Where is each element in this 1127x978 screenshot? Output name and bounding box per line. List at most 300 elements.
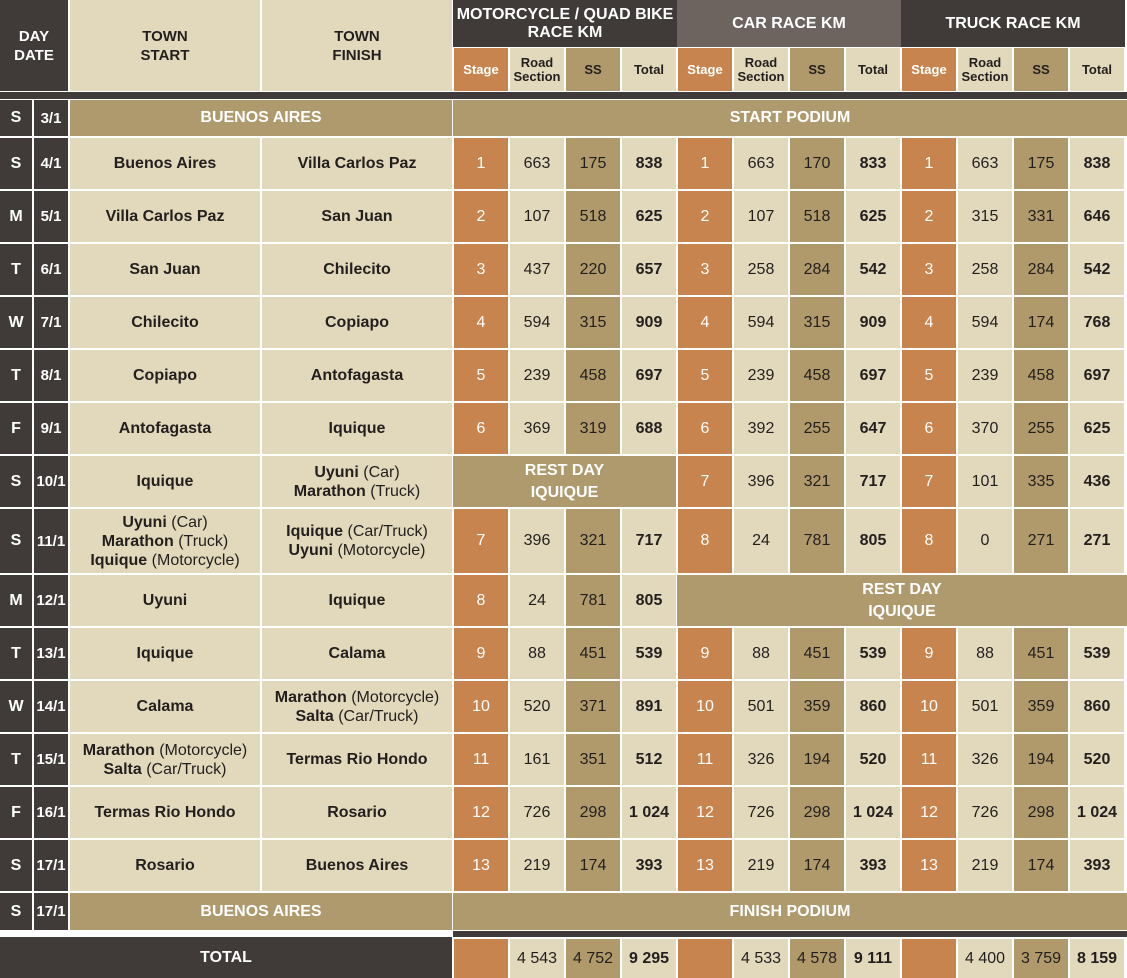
town-finish-cell bbox=[262, 575, 452, 626]
truck-stage-number: 5 bbox=[902, 350, 956, 401]
moto-total-km: 909 bbox=[622, 297, 676, 348]
date-cell: 14/1 bbox=[34, 681, 68, 732]
truck-total-km: 539 bbox=[1070, 628, 1124, 679]
town-name: Villa Carlos Paz bbox=[297, 155, 417, 172]
truck-stage-number: 2 bbox=[902, 191, 956, 242]
town-name: Buenos Aires bbox=[113, 155, 217, 172]
town-name: Antofagasta bbox=[118, 420, 212, 437]
date-cell: 9/1 bbox=[34, 403, 68, 454]
header-day-date: DAY DATE bbox=[0, 0, 68, 91]
town-name: Uyuni bbox=[288, 542, 333, 559]
town-name: Marathon bbox=[101, 532, 174, 550]
town-line bbox=[296, 707, 419, 726]
moto-stage-number: 8 bbox=[454, 575, 508, 626]
town-name: Buenos Aires bbox=[305, 857, 409, 874]
day-cell: F bbox=[0, 787, 32, 838]
moto-total-km: 539 bbox=[622, 628, 676, 679]
car-road-section-km: 594 bbox=[734, 297, 788, 348]
group-header-truck: TRUCK RACE KM bbox=[901, 0, 1125, 47]
car-total-km: 539 bbox=[846, 628, 900, 679]
town-name: Iquique bbox=[328, 592, 386, 609]
car-stage-number: 11 bbox=[678, 734, 732, 785]
town-start-cell bbox=[70, 191, 260, 242]
moto-stage-number: 4 bbox=[454, 297, 508, 348]
town-line bbox=[314, 463, 399, 482]
header-divider bbox=[0, 92, 1127, 99]
truck-ss-km: 298 bbox=[1014, 787, 1068, 838]
town-line bbox=[286, 750, 427, 769]
car-road-section-km: 326 bbox=[734, 734, 788, 785]
day-cell: S bbox=[0, 893, 32, 930]
date-cell: 6/1 bbox=[34, 244, 68, 295]
header-town-start: TOWN START bbox=[70, 0, 260, 91]
town-line bbox=[325, 313, 389, 332]
subheader-car-ss: SS bbox=[790, 48, 844, 91]
total-moto-stage bbox=[454, 939, 508, 978]
car-ss-km: 458 bbox=[790, 350, 844, 401]
date-cell: 10/1 bbox=[34, 456, 68, 507]
truck-road-section-km: 594 bbox=[958, 297, 1012, 348]
town-line bbox=[129, 260, 200, 279]
subheader-car-total: Total bbox=[846, 48, 900, 91]
moto-road-section-km: 369 bbox=[510, 403, 564, 454]
car-road-section-km: 396 bbox=[734, 456, 788, 507]
town-finish-cell bbox=[262, 628, 452, 679]
car-total-km: 717 bbox=[846, 456, 900, 507]
subheader-truck-road: Road Section bbox=[958, 48, 1012, 91]
truck-ss-km: 284 bbox=[1014, 244, 1068, 295]
town-name: Salta bbox=[103, 760, 142, 778]
truck-total-km: 860 bbox=[1070, 681, 1124, 732]
town-finish-cell bbox=[262, 138, 452, 189]
town-line bbox=[298, 154, 417, 173]
town-name: Iquique bbox=[136, 473, 194, 490]
moto-road-section-km: 107 bbox=[510, 191, 564, 242]
truck-total-km: 768 bbox=[1070, 297, 1124, 348]
subheader-moto-total: Total bbox=[622, 48, 676, 91]
truck-ss-km: 335 bbox=[1014, 456, 1068, 507]
moto-ss-km: 781 bbox=[566, 575, 620, 626]
town-name: Uyuni bbox=[314, 463, 359, 481]
moto-ss-km: 174 bbox=[566, 840, 620, 891]
date-cell: 12/1 bbox=[34, 575, 68, 626]
total-truck-ss: 3 759 bbox=[1014, 939, 1068, 978]
town-line bbox=[119, 419, 211, 438]
town-line bbox=[289, 541, 426, 560]
moto-total-km: 657 bbox=[622, 244, 676, 295]
moto-ss-km: 321 bbox=[566, 509, 620, 573]
town-name: Termas Rio Hondo bbox=[94, 804, 236, 821]
car-road-section-km: 219 bbox=[734, 840, 788, 891]
car-total-km: 520 bbox=[846, 734, 900, 785]
town-name: Iquique bbox=[136, 645, 194, 662]
truck-total-km: 646 bbox=[1070, 191, 1124, 242]
town-finish-cell bbox=[262, 191, 452, 242]
truck-stage-number: 10 bbox=[902, 681, 956, 732]
vehicle-qualifier: (Motorcycle) bbox=[351, 688, 440, 706]
town-line bbox=[275, 688, 439, 707]
subheader-truck-stage: Stage bbox=[902, 48, 956, 91]
truck-road-section-km: 501 bbox=[958, 681, 1012, 732]
town-name: Marathon bbox=[274, 688, 347, 706]
town-line bbox=[329, 419, 386, 438]
town-name: Calama bbox=[328, 645, 386, 662]
truck-total-km: 625 bbox=[1070, 403, 1124, 454]
moto-total-km: 688 bbox=[622, 403, 676, 454]
town-finish-cell bbox=[262, 456, 452, 507]
town-start-cell bbox=[70, 297, 260, 348]
car-stage-number: 6 bbox=[678, 403, 732, 454]
town-line bbox=[102, 532, 229, 551]
car-road-section-km: 239 bbox=[734, 350, 788, 401]
car-total-km: 393 bbox=[846, 840, 900, 891]
town-line bbox=[294, 482, 421, 501]
town-line bbox=[137, 644, 194, 663]
car-ss-km: 194 bbox=[790, 734, 844, 785]
car-road-section-km: 726 bbox=[734, 787, 788, 838]
car-total-km: 833 bbox=[846, 138, 900, 189]
subheader-car-road: Road Section bbox=[734, 48, 788, 91]
moto-ss-km: 298 bbox=[566, 787, 620, 838]
truck-road-section-km: 726 bbox=[958, 787, 1012, 838]
town-start-cell bbox=[70, 787, 260, 838]
town-start-cell bbox=[70, 575, 260, 626]
town-name: Uyuni bbox=[142, 592, 188, 609]
town-line bbox=[83, 741, 247, 760]
town-line bbox=[143, 591, 187, 610]
town-line bbox=[104, 760, 227, 779]
moto-road-section-km: 219 bbox=[510, 840, 564, 891]
town-name: Copiapo bbox=[133, 367, 197, 384]
day-cell: T bbox=[0, 734, 32, 785]
subheader-moto-stage: Stage bbox=[454, 48, 508, 91]
moto-road-section-km: 88 bbox=[510, 628, 564, 679]
truck-ss-km: 458 bbox=[1014, 350, 1068, 401]
car-stage-number: 2 bbox=[678, 191, 732, 242]
moto-total-km: 717 bbox=[622, 509, 676, 573]
header-town-finish: TOWN FINISH bbox=[262, 0, 452, 91]
town-name: Marathon bbox=[82, 741, 155, 759]
truck-ss-km: 331 bbox=[1014, 191, 1068, 242]
day-cell: M bbox=[0, 191, 32, 242]
truck-road-section-km: 370 bbox=[958, 403, 1012, 454]
town-name: Villa Carlos Paz bbox=[105, 208, 225, 225]
moto-ss-km: 319 bbox=[566, 403, 620, 454]
town-line bbox=[106, 207, 225, 226]
date-cell: 17/1 bbox=[34, 840, 68, 891]
day-cell: S bbox=[0, 138, 32, 189]
truck-stage-number: 6 bbox=[902, 403, 956, 454]
moto-road-section-km: 239 bbox=[510, 350, 564, 401]
town-finish-cell bbox=[262, 787, 452, 838]
moto-stage-number: 1 bbox=[454, 138, 508, 189]
car-stage-number: 12 bbox=[678, 787, 732, 838]
town-finish-cell bbox=[262, 840, 452, 891]
town-name: San Juan bbox=[321, 208, 393, 225]
truck-stage-number: 8 bbox=[902, 509, 956, 573]
race-banner: START PODIUM bbox=[453, 100, 1127, 136]
truck-total-km: 271 bbox=[1070, 509, 1124, 573]
town-line bbox=[131, 313, 199, 332]
town-start-cell bbox=[70, 628, 260, 679]
total-car-ss: 4 578 bbox=[790, 939, 844, 978]
truck-road-section-km: 219 bbox=[958, 840, 1012, 891]
truck-road-section-km: 239 bbox=[958, 350, 1012, 401]
town-finish-cell bbox=[262, 350, 452, 401]
date-cell: 17/1 bbox=[34, 893, 68, 930]
town-line bbox=[311, 366, 403, 385]
town-line bbox=[286, 522, 428, 541]
truck-ss-km: 175 bbox=[1014, 138, 1068, 189]
day-cell: S bbox=[0, 456, 32, 507]
day-cell: T bbox=[0, 244, 32, 295]
town-start-cell bbox=[70, 244, 260, 295]
town-finish-cell bbox=[262, 734, 452, 785]
day-cell: F bbox=[0, 403, 32, 454]
moto-road-section-km: 520 bbox=[510, 681, 564, 732]
town-name: Uyuni bbox=[122, 513, 167, 531]
town-finish-cell bbox=[262, 509, 452, 573]
moto-total-km: 512 bbox=[622, 734, 676, 785]
day-cell: S bbox=[0, 100, 32, 136]
total-moto-road: 4 543 bbox=[510, 939, 564, 978]
moto-road-section-km: 663 bbox=[510, 138, 564, 189]
day-cell: T bbox=[0, 350, 32, 401]
car-road-section-km: 24 bbox=[734, 509, 788, 573]
car-ss-km: 451 bbox=[790, 628, 844, 679]
town-name: Iquique bbox=[286, 523, 344, 540]
town-start-cell bbox=[70, 456, 260, 507]
truck-stage-number: 3 bbox=[902, 244, 956, 295]
town-finish-cell bbox=[262, 681, 452, 732]
car-stage-number: 7 bbox=[678, 456, 732, 507]
moto-road-section-km: 437 bbox=[510, 244, 564, 295]
moto-stage-number: 3 bbox=[454, 244, 508, 295]
car-stage-number: 8 bbox=[678, 509, 732, 573]
truck-road-section-km: 88 bbox=[958, 628, 1012, 679]
truck-total-km: 697 bbox=[1070, 350, 1124, 401]
truck-stage-number: 9 bbox=[902, 628, 956, 679]
truck-ss-km: 255 bbox=[1014, 403, 1068, 454]
town-name: Rosario bbox=[135, 857, 195, 874]
subheader-moto-ss: SS bbox=[566, 48, 620, 91]
day-cell: S bbox=[0, 840, 32, 891]
town-line bbox=[90, 551, 239, 570]
town-name: San Juan bbox=[129, 261, 201, 278]
town-name: Iquique bbox=[90, 551, 148, 569]
car-road-section-km: 663 bbox=[734, 138, 788, 189]
moto-ss-km: 451 bbox=[566, 628, 620, 679]
day-cell: S bbox=[0, 509, 32, 573]
date-cell: 13/1 bbox=[34, 628, 68, 679]
car-stage-number: 1 bbox=[678, 138, 732, 189]
car-total-km: 697 bbox=[846, 350, 900, 401]
truck-total-km: 393 bbox=[1070, 840, 1124, 891]
town-start-cell bbox=[70, 840, 260, 891]
town-line bbox=[133, 366, 197, 385]
truck-ss-km: 359 bbox=[1014, 681, 1068, 732]
subheader-moto-road: Road Section bbox=[510, 48, 564, 91]
car-total-km: 1 024 bbox=[846, 787, 900, 838]
date-cell: 4/1 bbox=[34, 138, 68, 189]
vehicle-qualifier: (Car) bbox=[171, 513, 208, 531]
town-line bbox=[94, 803, 235, 822]
vehicle-qualifier: (Car/Truck) bbox=[347, 523, 428, 540]
town-finish-cell bbox=[262, 403, 452, 454]
town-name: Chilecito bbox=[131, 314, 199, 331]
date-cell: 16/1 bbox=[34, 787, 68, 838]
town-name: Calama bbox=[136, 698, 194, 715]
truck-road-section-km: 101 bbox=[958, 456, 1012, 507]
moto-road-section-km: 24 bbox=[510, 575, 564, 626]
truck-road-section-km: 326 bbox=[958, 734, 1012, 785]
truck-stage-number: 1 bbox=[902, 138, 956, 189]
town-start-cell bbox=[70, 509, 260, 573]
moto-ss-km: 458 bbox=[566, 350, 620, 401]
moto-total-km: 891 bbox=[622, 681, 676, 732]
truck-stage-number: 7 bbox=[902, 456, 956, 507]
truck-total-km: 1 024 bbox=[1070, 787, 1124, 838]
rest-day-moto: REST DAY IQUIQUE bbox=[453, 456, 676, 507]
total-car-total: 9 111 bbox=[846, 939, 900, 978]
truck-ss-km: 451 bbox=[1014, 628, 1068, 679]
town-line bbox=[306, 856, 409, 875]
car-road-section-km: 258 bbox=[734, 244, 788, 295]
car-total-km: 625 bbox=[846, 191, 900, 242]
moto-road-section-km: 726 bbox=[510, 787, 564, 838]
car-ss-km: 174 bbox=[790, 840, 844, 891]
car-total-km: 805 bbox=[846, 509, 900, 573]
town-start-cell bbox=[70, 138, 260, 189]
moto-road-section-km: 594 bbox=[510, 297, 564, 348]
town-name: Marathon bbox=[293, 482, 366, 500]
car-stage-number: 9 bbox=[678, 628, 732, 679]
town-banner: BUENOS AIRES bbox=[70, 100, 452, 136]
date-cell: 11/1 bbox=[34, 509, 68, 573]
car-ss-km: 255 bbox=[790, 403, 844, 454]
subheader-truck-total: Total bbox=[1070, 48, 1124, 91]
vehicle-qualifier: (Truck) bbox=[178, 532, 229, 550]
moto-stage-number: 10 bbox=[454, 681, 508, 732]
town-line bbox=[323, 260, 391, 279]
town-name: Copiapo bbox=[325, 314, 389, 331]
group-header-car: CAR RACE KM bbox=[677, 0, 901, 47]
car-road-section-km: 107 bbox=[734, 191, 788, 242]
subheader-truck-ss: SS bbox=[1014, 48, 1068, 91]
car-total-km: 909 bbox=[846, 297, 900, 348]
rest-day-car-truck: REST DAY IQUIQUE bbox=[677, 575, 1127, 626]
car-ss-km: 781 bbox=[790, 509, 844, 573]
moto-stage-number: 6 bbox=[454, 403, 508, 454]
vehicle-qualifier: (Motorcycle) bbox=[151, 551, 240, 569]
moto-stage-number: 2 bbox=[454, 191, 508, 242]
total-truck-stage bbox=[902, 939, 956, 978]
car-ss-km: 315 bbox=[790, 297, 844, 348]
vehicle-qualifier: (Motorcycle) bbox=[159, 741, 248, 759]
town-name: Termas Rio Hondo bbox=[286, 751, 428, 768]
total-truck-road: 4 400 bbox=[958, 939, 1012, 978]
moto-stage-number: 5 bbox=[454, 350, 508, 401]
subheader-car-stage: Stage bbox=[678, 48, 732, 91]
car-ss-km: 321 bbox=[790, 456, 844, 507]
truck-road-section-km: 0 bbox=[958, 509, 1012, 573]
town-finish-cell bbox=[262, 244, 452, 295]
truck-total-km: 520 bbox=[1070, 734, 1124, 785]
date-cell: 3/1 bbox=[34, 100, 68, 136]
truck-stage-number: 4 bbox=[902, 297, 956, 348]
total-moto-total: 9 295 bbox=[622, 939, 676, 978]
town-start-cell bbox=[70, 403, 260, 454]
town-name: Rosario bbox=[327, 804, 387, 821]
truck-ss-km: 194 bbox=[1014, 734, 1068, 785]
total-label: TOTAL bbox=[0, 937, 452, 978]
moto-total-km: 1 024 bbox=[622, 787, 676, 838]
truck-total-km: 838 bbox=[1070, 138, 1124, 189]
date-cell: 8/1 bbox=[34, 350, 68, 401]
moto-total-km: 805 bbox=[622, 575, 676, 626]
town-name: Salta bbox=[295, 707, 334, 725]
date-cell: 7/1 bbox=[34, 297, 68, 348]
race-banner: FINISH PODIUM bbox=[453, 893, 1127, 930]
moto-stage-number: 9 bbox=[454, 628, 508, 679]
truck-stage-number: 12 bbox=[902, 787, 956, 838]
car-ss-km: 170 bbox=[790, 138, 844, 189]
car-stage-number: 4 bbox=[678, 297, 732, 348]
car-stage-number: 10 bbox=[678, 681, 732, 732]
total-moto-ss: 4 752 bbox=[566, 939, 620, 978]
town-start-cell bbox=[70, 734, 260, 785]
town-finish-cell bbox=[262, 297, 452, 348]
total-car-road: 4 533 bbox=[734, 939, 788, 978]
moto-ss-km: 371 bbox=[566, 681, 620, 732]
moto-ss-km: 518 bbox=[566, 191, 620, 242]
truck-ss-km: 174 bbox=[1014, 297, 1068, 348]
day-cell: W bbox=[0, 681, 32, 732]
moto-stage-number: 12 bbox=[454, 787, 508, 838]
town-line bbox=[135, 856, 195, 875]
vehicle-qualifier: (Car/Truck) bbox=[338, 707, 419, 725]
town-line bbox=[122, 513, 207, 532]
car-total-km: 647 bbox=[846, 403, 900, 454]
moto-ss-km: 175 bbox=[566, 138, 620, 189]
date-cell: 15/1 bbox=[34, 734, 68, 785]
car-road-section-km: 88 bbox=[734, 628, 788, 679]
group-header-moto: MOTORCYCLE / QUAD BIKE RACE KM bbox=[453, 0, 677, 47]
truck-road-section-km: 258 bbox=[958, 244, 1012, 295]
total-divider bbox=[453, 931, 1127, 937]
car-stage-number: 13 bbox=[678, 840, 732, 891]
car-ss-km: 518 bbox=[790, 191, 844, 242]
truck-ss-km: 271 bbox=[1014, 509, 1068, 573]
moto-total-km: 625 bbox=[622, 191, 676, 242]
moto-road-section-km: 396 bbox=[510, 509, 564, 573]
car-stage-number: 5 bbox=[678, 350, 732, 401]
car-total-km: 542 bbox=[846, 244, 900, 295]
vehicle-qualifier: (Car) bbox=[363, 463, 400, 481]
moto-stage-number: 13 bbox=[454, 840, 508, 891]
car-ss-km: 298 bbox=[790, 787, 844, 838]
date-cell: 5/1 bbox=[34, 191, 68, 242]
truck-total-km: 436 bbox=[1070, 456, 1124, 507]
car-total-km: 860 bbox=[846, 681, 900, 732]
town-line bbox=[327, 803, 387, 822]
town-start-cell bbox=[70, 350, 260, 401]
vehicle-qualifier: (Motorcycle) bbox=[337, 542, 426, 559]
moto-road-section-km: 161 bbox=[510, 734, 564, 785]
day-cell: W bbox=[0, 297, 32, 348]
total-truck-total: 8 159 bbox=[1070, 939, 1124, 978]
day-cell: T bbox=[0, 628, 32, 679]
